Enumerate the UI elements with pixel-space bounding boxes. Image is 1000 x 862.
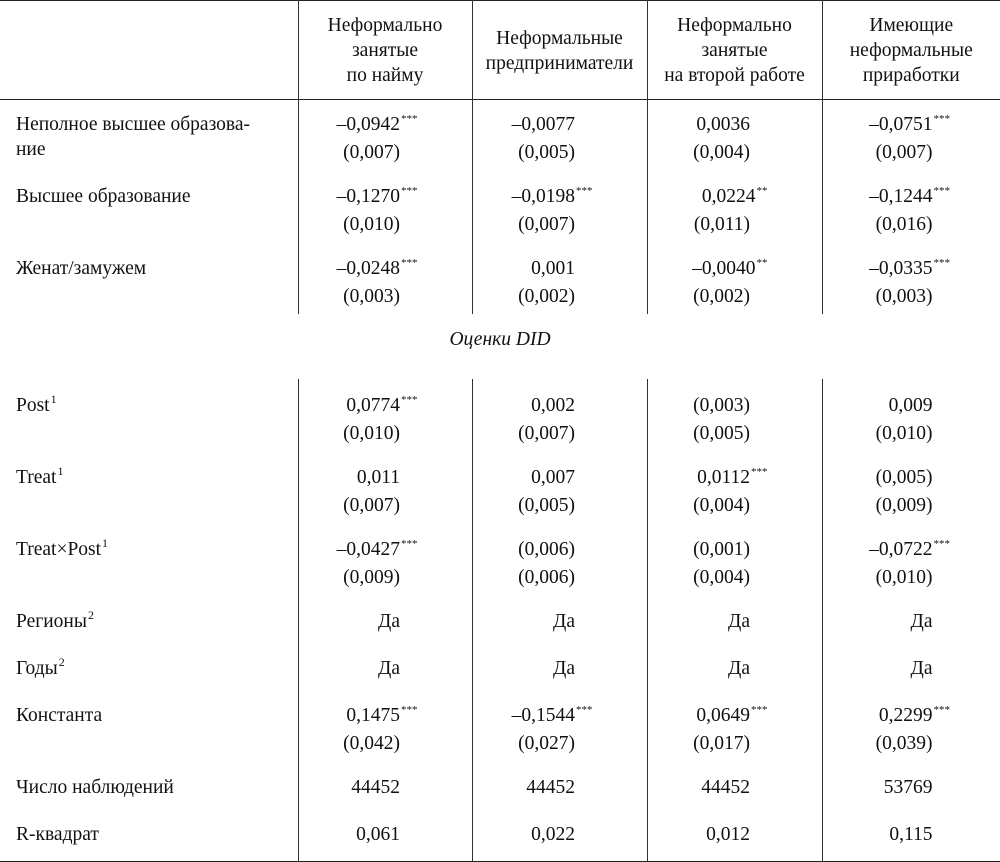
- table-cell: [647, 242, 822, 314]
- coefficient-line: [823, 775, 951, 803]
- standard-error-line: [473, 140, 593, 168]
- coefficient-value: 0,009: [888, 395, 933, 416]
- table-row: [0, 523, 1000, 595]
- coefficient-line: [473, 656, 593, 684]
- row-label-text: Регионы: [16, 611, 87, 632]
- standard-error-value: (0,005): [518, 142, 575, 163]
- coefficient-line: [648, 656, 768, 684]
- coefficient-value: (0,001): [693, 539, 750, 560]
- coefficient-line: [299, 656, 418, 684]
- table-row: [0, 379, 1000, 451]
- row-label-text: Годы: [16, 658, 58, 679]
- coefficient-line: [823, 703, 951, 731]
- table-cell: [647, 808, 822, 862]
- table-cell: [647, 170, 822, 242]
- header-row: [0, 1, 1000, 100]
- row-label: [0, 100, 298, 171]
- coefficient-line: [473, 703, 593, 731]
- footnote-marker: 1: [57, 464, 64, 478]
- coefficient-value: Да: [728, 611, 750, 632]
- standard-error-value: (0,010): [875, 423, 933, 444]
- row-label: [0, 642, 298, 689]
- coefficient-line: [648, 703, 768, 731]
- standard-error-value: (0,010): [343, 214, 400, 235]
- row-label-text: Treat×Post: [16, 539, 102, 560]
- table-cell: [472, 242, 647, 314]
- coefficient-line: [299, 609, 418, 637]
- standard-error-line: [823, 565, 951, 593]
- coefficient-value: 44452: [701, 777, 750, 798]
- significance-stars: **: [756, 257, 768, 269]
- coefficient-line: [648, 256, 768, 284]
- significance-stars: ***: [933, 704, 950, 716]
- significance-stars: ***: [933, 113, 950, 125]
- table-cell: [647, 642, 822, 689]
- coefficient-value: 0,0649: [696, 705, 750, 726]
- coefficient-line: [823, 112, 951, 140]
- significance-stars: ***: [401, 394, 418, 406]
- standard-error-value: (0,010): [875, 567, 933, 588]
- coefficient-value: 44452: [526, 777, 575, 798]
- header-empty: [0, 1, 298, 100]
- coefficient-value: –0,1270: [336, 186, 400, 207]
- coefficient-line: [473, 256, 593, 284]
- standard-error-line: [473, 212, 593, 240]
- coefficient-line: [299, 256, 418, 284]
- table-row: [0, 170, 1000, 242]
- coefficient-value: Да: [553, 658, 575, 679]
- table-cell: [298, 170, 472, 242]
- table-cell: [822, 379, 1000, 451]
- coefficient-value: 0,2299: [878, 705, 933, 726]
- coefficient-value: –0,1244: [869, 186, 933, 207]
- coefficient-value: –0,0077: [511, 114, 575, 135]
- standard-error-value: (0,007): [343, 495, 400, 516]
- row-label: [0, 523, 298, 595]
- coefficient-line: [648, 184, 768, 212]
- table-body: [0, 100, 1000, 862]
- coefficient-value: –0,0040: [692, 258, 756, 279]
- coefficient-line: [299, 703, 418, 731]
- standard-error-line: [823, 731, 951, 759]
- table-row: [0, 242, 1000, 314]
- header-col-3: Неформально занятые на второй работе: [647, 1, 822, 100]
- coefficient-value: Да: [910, 658, 933, 679]
- standard-error-value: (0,004): [693, 142, 750, 163]
- table-row: [0, 451, 1000, 523]
- coefficient-value: –0,1544: [511, 705, 575, 726]
- standard-error-value: (0,007): [518, 214, 575, 235]
- standard-error-line: [473, 284, 593, 312]
- coefficient-line: [473, 609, 593, 637]
- standard-error-line: [648, 140, 768, 168]
- footnote-marker: 2: [87, 608, 94, 622]
- row-label-text: Константа: [16, 705, 103, 726]
- row-label-text: Число наблюдений: [16, 777, 174, 798]
- standard-error-line: [299, 731, 418, 759]
- standard-error-line: [299, 421, 418, 449]
- standard-error-line: [473, 493, 593, 521]
- table-cell: [298, 451, 472, 523]
- significance-stars: ***: [401, 185, 418, 197]
- coefficient-value: 0,0774: [346, 395, 400, 416]
- table-cell: [822, 170, 1000, 242]
- standard-error-value: (0,007): [518, 423, 575, 444]
- table-cell: [472, 761, 647, 808]
- table-cell: [472, 100, 647, 171]
- standard-error-value: (0,006): [518, 567, 575, 588]
- standard-error-line: [648, 212, 768, 240]
- header-col-4: Имеющие неформальные приработки: [822, 1, 1000, 100]
- significance-stars: **: [756, 185, 768, 197]
- table-cell: [298, 523, 472, 595]
- row-label: [0, 689, 298, 761]
- table-cell: [472, 595, 647, 642]
- standard-error-value: (0,004): [693, 495, 750, 516]
- coefficient-value: 0,001: [531, 258, 575, 279]
- table-cell: [298, 642, 472, 689]
- coefficient-line: [473, 112, 593, 140]
- row-label-text: Женат/замужем: [16, 258, 147, 279]
- significance-stars: ***: [401, 257, 418, 269]
- coefficient-value: Да: [728, 658, 750, 679]
- coefficient-value: Да: [910, 611, 933, 632]
- table-cell: [298, 595, 472, 642]
- coefficient-line: [299, 184, 418, 212]
- table-row: [0, 595, 1000, 642]
- table-cell: [472, 170, 647, 242]
- standard-error-value: (0,007): [875, 142, 933, 163]
- coefficient-value: 0,007: [531, 467, 575, 488]
- table-cell: [647, 451, 822, 523]
- significance-stars: ***: [751, 466, 768, 478]
- coefficient-line: [648, 775, 768, 803]
- standard-error-line: [299, 284, 418, 312]
- row-label: [0, 808, 298, 862]
- coefficient-line: [473, 184, 593, 212]
- standard-error-line: [473, 421, 593, 449]
- table-cell: [298, 242, 472, 314]
- table-cell: [647, 689, 822, 761]
- coefficient-line: [299, 537, 418, 565]
- coefficient-value: (0,003): [693, 395, 750, 416]
- table-row: [0, 689, 1000, 761]
- footnote-marker: 1: [102, 536, 109, 550]
- significance-stars: ***: [401, 538, 418, 550]
- coefficient-value: 0,115: [889, 824, 933, 845]
- section-row: [0, 314, 1000, 379]
- standard-error-line: [823, 421, 951, 449]
- standard-error-value: (0,011): [693, 214, 750, 235]
- standard-error-line: [299, 212, 418, 240]
- footnote-marker: 2: [58, 655, 65, 669]
- table-cell: [647, 523, 822, 595]
- table-row: [0, 761, 1000, 808]
- coefficient-value: 0,002: [531, 395, 575, 416]
- table-cell: [298, 761, 472, 808]
- significance-stars: ***: [401, 704, 418, 716]
- table-cell: [298, 689, 472, 761]
- significance-stars: ***: [576, 185, 593, 197]
- standard-error-value: (0,003): [343, 286, 400, 307]
- coefficient-line: [648, 112, 768, 140]
- table-row: [0, 808, 1000, 862]
- standard-error-value: (0,016): [875, 214, 933, 235]
- table-cell: [472, 808, 647, 862]
- section-title: Оценки DID: [449, 329, 551, 350]
- significance-stars: ***: [933, 257, 950, 269]
- table-cell: [647, 100, 822, 171]
- standard-error-value: (0,010): [343, 423, 400, 444]
- standard-error-line: [823, 140, 951, 168]
- standard-error-value: (0,003): [875, 286, 933, 307]
- coefficient-value: –0,0427: [336, 539, 400, 560]
- coefficient-line: [648, 822, 768, 850]
- header-col-1: Неформально занятые по найму: [298, 1, 472, 100]
- table-cell: [822, 451, 1000, 523]
- coefficient-value: 0,012: [706, 824, 750, 845]
- coefficient-line: [823, 656, 951, 684]
- coefficient-value: Да: [378, 658, 400, 679]
- coefficient-line: [823, 537, 951, 565]
- row-label-text: Неполное высшее образова- ние: [16, 114, 251, 160]
- coefficient-value: Да: [553, 611, 575, 632]
- standard-error-line: [648, 284, 768, 312]
- coefficient-value: –0,0248: [336, 258, 400, 279]
- footnote-marker: 1: [50, 392, 57, 406]
- row-label: [0, 170, 298, 242]
- table-cell: [647, 761, 822, 808]
- coefficient-value: (0,006): [518, 539, 575, 560]
- coefficient-line: [823, 465, 951, 493]
- table-row: [0, 100, 1000, 171]
- coefficient-line: [648, 537, 768, 565]
- standard-error-value: (0,027): [518, 733, 575, 754]
- coefficient-value: –0,0335: [869, 258, 933, 279]
- table-cell: [472, 642, 647, 689]
- standard-error-line: [648, 421, 768, 449]
- table-row: [0, 642, 1000, 689]
- table-cell: [822, 689, 1000, 761]
- standard-error-value: (0,009): [875, 495, 933, 516]
- table-cell: [822, 242, 1000, 314]
- row-label-text: Post: [16, 395, 50, 416]
- coefficient-line: [473, 775, 593, 803]
- standard-error-value: (0,039): [875, 733, 933, 754]
- standard-error-line: [823, 212, 951, 240]
- row-label: [0, 379, 298, 451]
- standard-error-line: [648, 565, 768, 593]
- significance-stars: ***: [401, 113, 418, 125]
- standard-error-value: (0,005): [693, 423, 750, 444]
- table-cell: [822, 523, 1000, 595]
- row-label-text: Высшее образование: [16, 186, 191, 207]
- header-col-2: Неформальные предприниматели: [472, 1, 647, 100]
- standard-error-line: [473, 731, 593, 759]
- coefficient-line: [299, 465, 418, 493]
- coefficient-value: 0,022: [531, 824, 575, 845]
- table-cell: [647, 379, 822, 451]
- table-cell: [822, 761, 1000, 808]
- significance-stars: ***: [933, 538, 950, 550]
- standard-error-line: [823, 284, 951, 312]
- coefficient-line: [473, 393, 593, 421]
- coefficient-line: [648, 465, 768, 493]
- coefficient-value: 53769: [883, 777, 933, 798]
- table-cell: [472, 523, 647, 595]
- row-label: [0, 242, 298, 314]
- standard-error-value: (0,042): [343, 733, 400, 754]
- table-cell: [647, 595, 822, 642]
- coefficient-line: [473, 537, 593, 565]
- standard-error-line: [473, 565, 593, 593]
- coefficient-line: [823, 184, 951, 212]
- standard-error-line: [299, 565, 418, 593]
- coefficient-line: [473, 822, 593, 850]
- standard-error-value: (0,009): [343, 567, 400, 588]
- row-label: [0, 761, 298, 808]
- coefficient-line: [299, 775, 418, 803]
- standard-error-line: [648, 493, 768, 521]
- standard-error-value: (0,017): [693, 733, 750, 754]
- standard-error-value: (0,005): [518, 495, 575, 516]
- coefficient-line: [823, 609, 951, 637]
- standard-error-line: [648, 731, 768, 759]
- significance-stars: ***: [751, 704, 768, 716]
- coefficient-value: –0,0198: [511, 186, 575, 207]
- standard-error-value: (0,004): [693, 567, 750, 588]
- table-cell: [472, 379, 647, 451]
- coefficient-value: –0,0942: [336, 114, 400, 135]
- coefficient-value: –0,0722: [869, 539, 933, 560]
- coefficient-value: 0,0224: [701, 186, 756, 207]
- coefficient-line: [299, 393, 418, 421]
- standard-error-line: [299, 140, 418, 168]
- coefficient-value: Да: [378, 611, 400, 632]
- table-cell: [472, 451, 647, 523]
- row-label-text: Treat: [16, 467, 57, 488]
- row-label: [0, 451, 298, 523]
- significance-stars: ***: [933, 185, 950, 197]
- coefficient-line: [299, 112, 418, 140]
- standard-error-value: (0,002): [693, 286, 750, 307]
- table-cell: [298, 808, 472, 862]
- coefficient-value: –0,0751: [869, 114, 933, 135]
- coefficient-line: [823, 822, 951, 850]
- coefficient-line: [299, 822, 418, 850]
- coefficient-line: [473, 465, 593, 493]
- standard-error-line: [823, 493, 951, 521]
- row-label-text: R-квадрат: [16, 824, 99, 845]
- table-cell: [822, 808, 1000, 862]
- table-cell: [472, 689, 647, 761]
- coefficient-value: 0,011: [356, 467, 400, 488]
- table-cell: [822, 642, 1000, 689]
- coefficient-value: 0,1475: [346, 705, 400, 726]
- coefficient-value: 0,0036: [696, 114, 750, 135]
- standard-error-value: (0,002): [518, 286, 575, 307]
- coefficient-value: 0,0112: [697, 467, 750, 488]
- significance-stars: ***: [576, 704, 593, 716]
- coefficient-line: [823, 393, 951, 421]
- standard-error-line: [299, 493, 418, 521]
- coefficient-value: 44452: [351, 777, 400, 798]
- table-cell: [298, 100, 472, 171]
- coefficient-line: [823, 256, 951, 284]
- coefficient-value: (0,005): [875, 467, 933, 488]
- standard-error-value: (0,007): [343, 142, 400, 163]
- table-cell: [298, 379, 472, 451]
- row-label: [0, 595, 298, 642]
- coefficient-value: 0,061: [356, 824, 400, 845]
- table-cell: [822, 595, 1000, 642]
- table-cell: [822, 100, 1000, 171]
- coefficient-line: [648, 393, 768, 421]
- coefficient-line: [648, 609, 768, 637]
